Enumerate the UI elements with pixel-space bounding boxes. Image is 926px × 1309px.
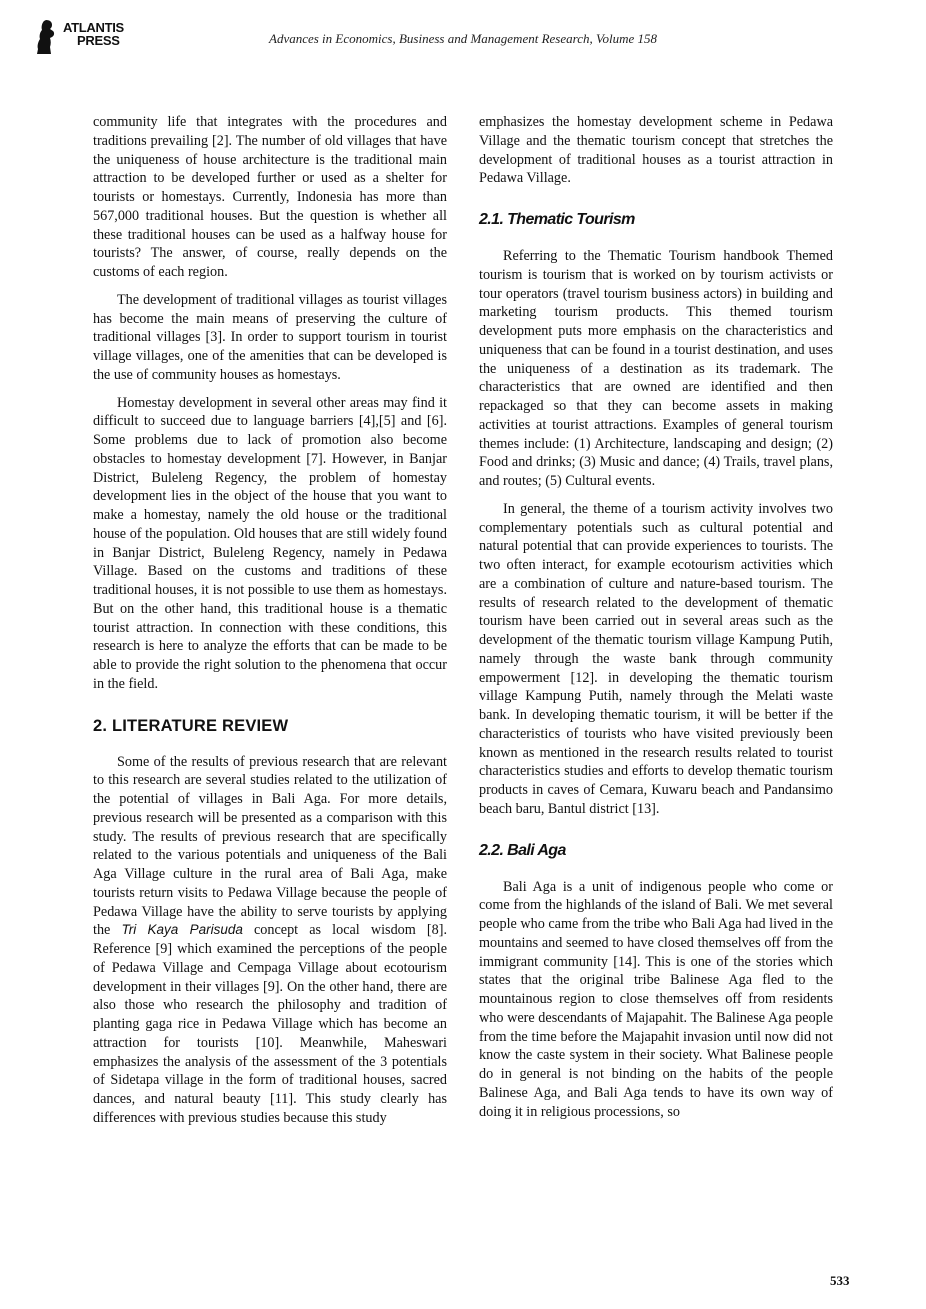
paragraph: emphasizes the homestay development scheme in Pedawa Village and the thematic tourism concept that stretches the development of traditional houses as a tourist attraction in Pedawa Village. [479, 114, 833, 187]
subsection-heading-thematic-tourism: 2.1. Thematic Tourism [479, 211, 635, 228]
paragraph: Some of the results of previous research that are relevant to this research are several studies related to the utilization of the potential of villages in Bali Aga. For more details, previous research will be presented as a comparison with this study. The results of previous research that are specifically related to the various potentials and uniqueness of the Bali Aga Village culture in the rural area of Bali Aga, make tourists return visits to Pedawa Village because the people of Pedawa Village have the ability to serve tourists by applying the Tri Kaya Parisuda concept as local wisdom [8]. Reference [9] which examined the perceptions of the people of Pedawa Village and Cempaga Village about ecotourism development in their villages [9]. On the other hand, there are also those who research the philosophy and tradition of planting gaga rice in Pedawa Village which has become an attraction for tourists [10]. Meanwhile, Maheswari emphasizes the analysis of the assessment of the 3 potentials of Sidetapa village in the form of traditional houses, sacred dances, and natural beauty [11]. This study clearly has differences with previous studies because this study [93, 753, 447, 1126]
journal-title: Advances in Economics, Business and Management Research, Volume 158 [269, 31, 657, 46]
paragraph: In general, the theme of a tourism activity involves two complementary potentials such as cultural potential and natural potential that can provide experiences to tourists. The two often interact, for example ecotourism activities which are a combination of culture and nature-based tourism. The results of research related to the development of thematic tourism have been carried out in several areas such as the development of the thematic tourism village Kampung Putih, namely through the waste bank through community empowerment [12]. in developing the thematic tourism village Kampung Putih, namely through the Melati waste bank. In developing thematic tourism, it will be better if the characteristics of tourists who have visited previously been known as mentioned in the research results related to tourist characteristics studies and efforts to develop thematic tourism products in caves of Cemara, Kuwaru beach and Pandansimo beach baru, Bantul district [13]. [479, 500, 833, 817]
right-column [479, 113, 833, 1121]
italic-term: Tri Kaya Parisuda [121, 922, 243, 938]
paragraph: The development of traditional villages as tourist villages has become the main means of preserving the culture of traditional villages [3]. In order to support tourism in tourist village villages, one of the amenities that can be developed is the use of community houses as homestays. [93, 291, 447, 383]
paragraph: Referring to the Thematic Tourism handbook Themed tourism is tourism that is worked on by tourism activists or tour operators (travel tourism business actors) in building and marketing tourism products. This themed tourism development puts more emphasis on the characteristics and uniqueness that can be found in a tourist destination, and uses the uniqueness of a destination as its trademark. The characteristics that are owned are identified and then repackaged so that they can become assets in making activities at tourist attractions. Examples of general tourism themes include: (1) Architecture, landscaping and design; (2) Food and drinks; (3) Music and dance; (4) Trails, travel plans, and routes; (5) Cultural events. [479, 248, 833, 489]
subsection-heading-bali-aga: 2.2. Bali Aga [479, 841, 566, 859]
left-column [93, 113, 447, 1128]
paragraph: Homestay development in several other areas may find it difficult to succeed due to language barriers [4],[5] and [6]. Some problems due to lack of promotion also become obstacles to homestay development [7]. However, in Banjar District, Buleleng Regency, the problem of homestay development lies in the object of the house that you want to make a homestay, namely the old house or the traditional house of the population. Old houses that are still widely found in Banjar District, Buleleng Regency, namely in Pedawa Village. Based on the customs and traditions of these traditional houses, it is not possible to use them as homestays. But on the other hand, this traditional house is a thematic tourist attraction. In connection with these conditions, this research is here to analyze the efforts that can be made to be able to provide the right solution to the phenomena that occur in the field. [93, 394, 447, 692]
page-header [0, 0, 926, 70]
section-heading-literature-review: 2. LITERATURE REVIEW [93, 716, 289, 735]
page-number: 533 [830, 1273, 850, 1288]
paragraph: community life that integrates with the procedures and traditions prevailing [2]. The number of old villages that have the uniqueness of house architecture is the traditional main attraction to be developed further or used as a shelter for tourists or homestays. Currently, Indonesia has more than 567,000 traditional houses. But the question is whether all these traditional houses can be used as a halfway house for tourists? The answer, of course, really depends on the customs of each region. [93, 114, 447, 280]
publisher-name: ATLANTIS PRESS [63, 20, 124, 48]
paragraph: Bali Aga is a unit of indigenous people who come or come from the highlands of the island of Bali. We met several people who came from the tribe who Bali Aga had lived in the mountains and seemed to have closed themselves off from the immigrant community [14]. This is one of the stories which states that the original tribe Balinese Aga fled to the mountainous region to close themselves off from residents who were descendants of Majapahit. The Balinese Aga people from the time before the Majapahit invasion until now did not know the caste system in their society. What Balinese people do in general is not binding on the habits of the people Balinese Aga, and Bali Aga tends to have its own way of doing it in religious processions, so [479, 878, 833, 1120]
